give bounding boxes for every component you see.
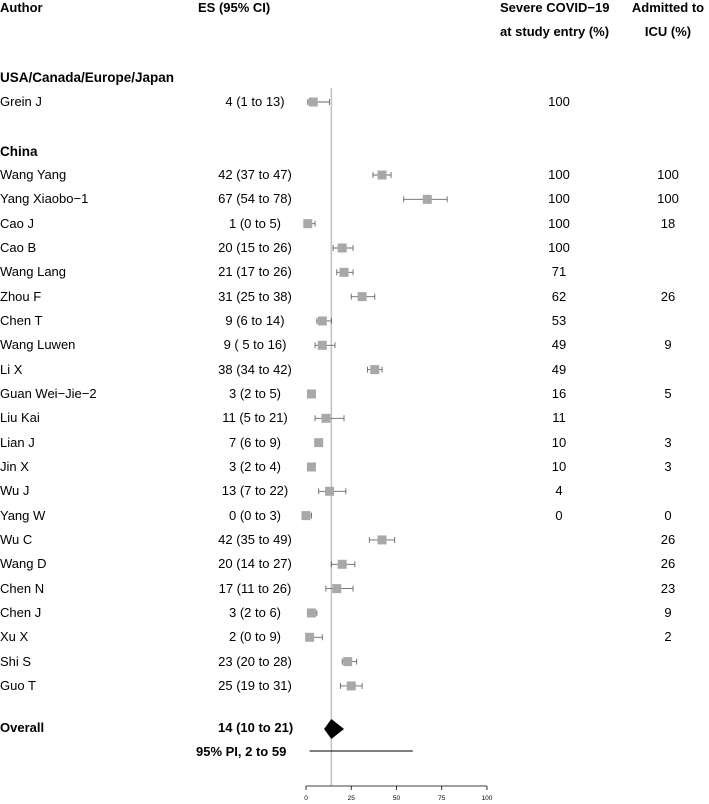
study-es-label: 3 (2 to 6) [228, 604, 282, 620]
study-author: Xu X [0, 629, 29, 645]
study-marker [358, 292, 367, 301]
study-es-label: 21 (17 to 26) [218, 264, 292, 280]
study-es-label: 1 (0 to 5) [228, 215, 282, 231]
overall-diamond [324, 719, 344, 739]
study-severe-value: 0 [555, 507, 563, 523]
study-marker [307, 389, 316, 398]
section-usa-canada-europe-japan: USA/Canada/Europe/Japan [0, 70, 175, 85]
x-axis-tick-label: 25 [347, 795, 355, 802]
study-author: Guo T [0, 677, 36, 693]
author-header: Author [0, 0, 43, 15]
study-severe-value: 100 [548, 215, 570, 231]
study-author: Shi S [0, 653, 32, 669]
study-marker [378, 535, 387, 544]
study-es-label: 3 (2 to 4) [228, 458, 282, 474]
study-marker [338, 243, 347, 252]
x-axis-tick-label: 100 [481, 795, 493, 802]
study-icu-value: 2 [664, 629, 672, 645]
study-author: Yang Xiaobo−1 [0, 191, 89, 207]
study-author: Lian J [0, 434, 35, 450]
study-severe-value: 49 [551, 361, 567, 377]
study-author: Wang Lang [0, 264, 67, 280]
study-marker [302, 511, 311, 520]
study-es-label: 13 (7 to 22) [221, 483, 289, 499]
study-marker [307, 608, 316, 617]
study-es-label: 11 (5 to 21) [222, 410, 288, 426]
icu-header-line1: Admitted to [631, 0, 705, 15]
study-author: Wu J [0, 483, 30, 499]
study-marker [340, 268, 349, 277]
study-severe-value: 49 [551, 337, 567, 353]
study-marker [338, 560, 347, 569]
study-marker [343, 657, 352, 666]
study-author: Zhou F [0, 288, 42, 304]
study-author: Wang Luwen [0, 337, 76, 353]
study-es-label: 42 (35 to 49) [218, 531, 292, 547]
study-author: Cao J [0, 215, 34, 231]
study-icu-value: 3 [664, 434, 672, 450]
study-es-label: 2 (0 to 9) [228, 629, 282, 645]
study-author: Cao B [0, 239, 37, 255]
study-icu-value: 18 [660, 215, 676, 231]
study-es-label: 42 (37 to 47) [218, 167, 292, 182]
study-es-label: 7 (6 to 9) [228, 434, 282, 450]
prediction-interval-label: 95% PI, 2 to 59 [196, 744, 287, 759]
study-marker [378, 171, 387, 180]
study-marker [303, 219, 312, 228]
study-es-label: 38 (34 to 42) [218, 361, 292, 377]
study-icu-value: 26 [660, 556, 676, 572]
study-severe-value: 11 [552, 410, 566, 426]
study-severe-value: 62 [551, 288, 567, 304]
study-es-label: 20 (14 to 27) [218, 556, 292, 572]
study-author: Chen J [0, 604, 42, 620]
study-icu-value: 9 [664, 337, 672, 353]
study-marker [370, 365, 379, 374]
study-icu-value: 3 [664, 458, 672, 474]
study-marker [307, 462, 316, 471]
study-severe-value: 71 [551, 264, 567, 280]
study-severe-value: 10 [551, 434, 567, 450]
study-icu-value: 100 [657, 191, 679, 207]
x-axis-tick-label: 0 [304, 795, 308, 802]
study-es-label: 4 (1 to 13) [225, 94, 285, 109]
study-author: Guan Wei−Jie−2 [0, 385, 97, 401]
study-icu-value: 9 [664, 604, 672, 620]
study-severe-value: 100 [548, 94, 570, 109]
study-es-label: 0 (0 to 3) [228, 507, 282, 523]
study-severe-value: 16 [551, 385, 567, 401]
section-china: China [0, 144, 38, 159]
study-es-label: 3 (2 to 5) [228, 385, 282, 401]
severe-header-line1: Severe COVID−19 [500, 0, 610, 15]
study-es-label: 17 (11 to 26) [218, 580, 292, 596]
study-author: Chen T [0, 312, 43, 328]
study-author: Chen N [0, 580, 45, 596]
icu-header-line2: ICU (%) [644, 24, 692, 39]
study-severe-value: 53 [551, 312, 567, 328]
overall-label: Overall [0, 720, 45, 735]
study-marker [318, 341, 327, 350]
study-es-label: 9 ( 5 to 16) [223, 337, 287, 353]
study-es-label: 9 (6 to 14) [225, 312, 285, 328]
study-es-label: 25 (19 to 31) [218, 677, 292, 693]
study-author: Wang Yang [0, 167, 67, 182]
study-icu-value: 0 [664, 507, 672, 523]
study-icu-value: 100 [657, 167, 679, 182]
study-marker [318, 316, 327, 325]
x-axis-tick-label: 50 [392, 795, 401, 802]
study-author: Wang D [0, 556, 47, 572]
es-header: ES (95% CI) [198, 0, 271, 15]
study-es-label: 23 (20 to 28) [218, 653, 292, 669]
study-marker [309, 98, 318, 107]
study-icu-value: 26 [660, 531, 676, 547]
study-author: Yang W [0, 507, 46, 523]
study-marker [423, 195, 432, 204]
study-severe-value: 100 [548, 239, 570, 255]
x-axis-tick-label: 75 [438, 795, 446, 802]
study-marker [314, 438, 323, 447]
study-es-label: 20 (15 to 26) [218, 239, 292, 255]
study-es-label: 67 (54 to 78) [218, 191, 292, 207]
study-author: Jin X [0, 458, 29, 474]
study-icu-value: 23 [660, 580, 676, 596]
study-author: Li X [0, 361, 23, 377]
study-marker [325, 487, 334, 496]
overall-es-label: 14 (10 to 21) [218, 720, 294, 735]
study-marker [347, 681, 356, 690]
study-marker [332, 584, 341, 593]
severe-header-line2: at study entry (%) [500, 24, 610, 39]
study-severe-value: 10 [551, 458, 567, 474]
study-author: Liu Kai [0, 410, 40, 426]
study-severe-value: 100 [548, 191, 570, 207]
study-author: Grein J [0, 94, 42, 109]
study-icu-value: 26 [660, 288, 676, 304]
study-marker [305, 633, 314, 642]
study-severe-value: 4 [555, 483, 563, 499]
study-marker [321, 414, 330, 423]
study-severe-value: 100 [548, 167, 570, 182]
study-icu-value: 5 [664, 385, 672, 401]
study-author: Wu C [0, 531, 33, 547]
study-es-label: 31 (25 to 38) [218, 288, 292, 304]
